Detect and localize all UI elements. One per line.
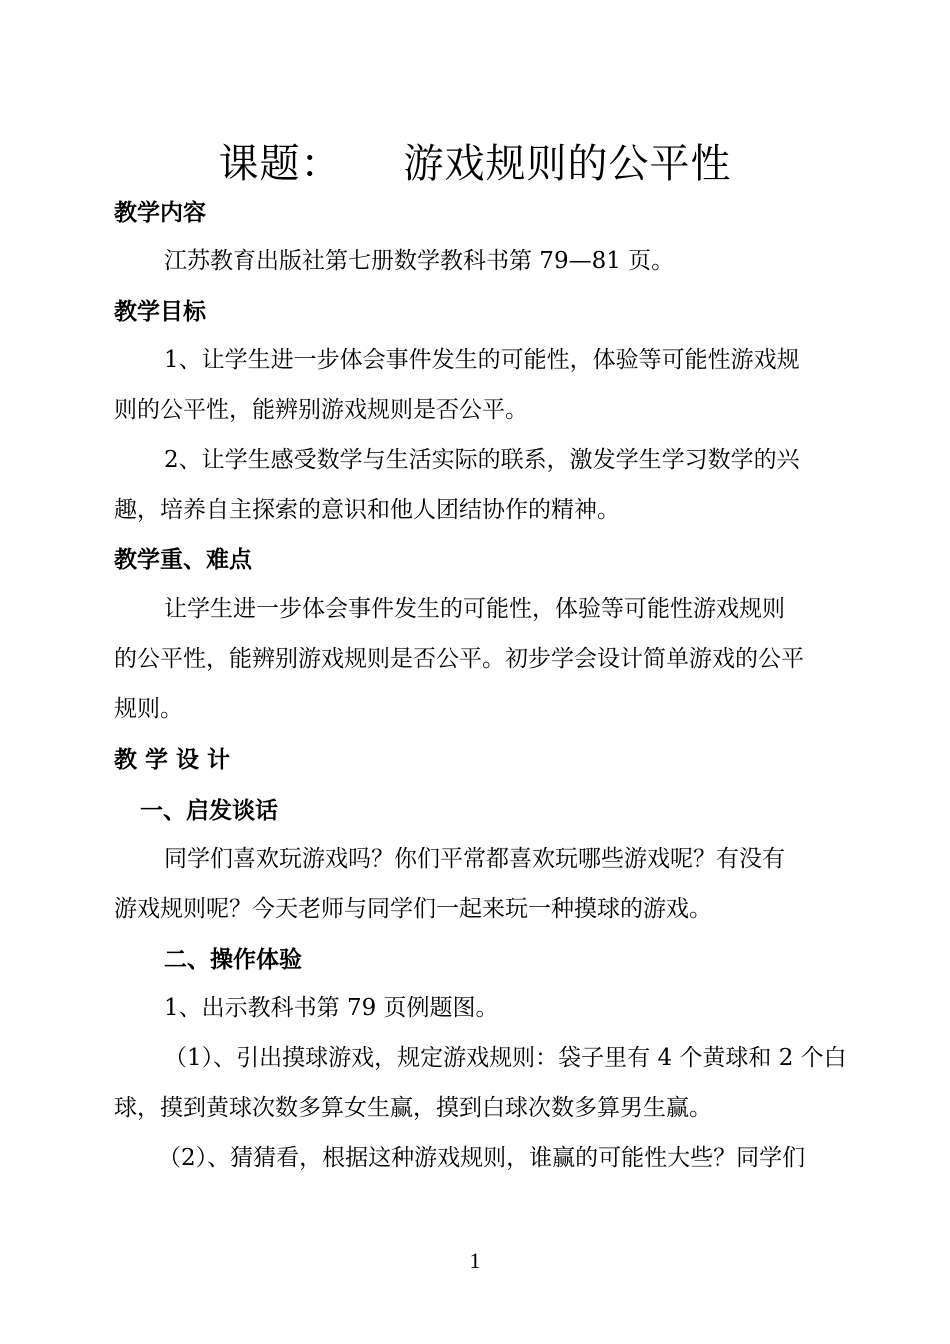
paragraph-part-2-sub-2 [114,1133,860,1183]
text-line: 让学生进一步体会事件发生的可能性，体验等可能性游戏规则 [164,596,785,622]
text-line: 球，摸到黄球次数多算女生赢，摸到白球次数多算男生赢。 [114,1095,712,1121]
page-number: 1 [469,1248,481,1273]
paragraph-part-2-item-1 [114,983,860,1033]
text-line: 2、让学生感受数学与生活实际的联系，激发学生学习数学的兴 [164,447,800,473]
title-text: 游戏规则的公平性 [403,141,732,187]
text-line: 的公平性，能辨别游戏规则是否公平。初步学会设计简单游戏的公平 [114,646,804,672]
heading-part-1: 一、启发谈话 [140,798,278,824]
paragraph-part-1 [114,834,860,934]
paragraph-teaching-content [114,236,860,286]
text-line: 规则。 [114,696,183,722]
text-line: 游戏规则呢？今天老师与同学们一起来玩一种摸球的游戏。 [114,896,712,922]
title-prefix: 课题： [218,141,342,187]
text-line: 江苏教育出版社第七册数学教科书第 79—81 页。 [164,248,675,274]
heading-part-2: 二、操作体验 [164,947,302,973]
heading-teaching-goals: 教学目标 [114,299,206,325]
text-line: 同学们喜欢玩游戏吗？你们平常都喜欢玩哪些游戏呢？有没有 [164,846,785,872]
lesson-title [0,140,950,188]
heading-key-points: 教学重、难点 [114,547,252,573]
text-line: 则的公平性，能辨别游戏规则是否公平。 [114,397,528,423]
paragraph-key-points [114,584,860,734]
heading-teaching-design: 教 学 设 计 [114,747,231,773]
text-line: 1、让学生进一步体会事件发生的可能性，体验等可能性游戏规 [164,347,800,373]
paragraph-part-2-sub-1 [114,1033,860,1133]
text-line: （2）、猜猜看，根据这种游戏规则，谁赢的可能性大些？同学们 [158,1145,806,1171]
paragraph-goal-1 [114,335,860,435]
text-line: 1、出示教科书第 79 页例题图。 [164,995,499,1021]
text-line: （1）、引出摸球游戏，规定游戏规则：袋子里有 4 个黄球和 2 个白 [164,1045,847,1071]
text-line: 趣，培养自主探索的意识和他人团结协作的精神。 [114,497,620,523]
heading-teaching-content: 教学内容 [114,200,206,226]
paragraph-goal-2 [114,435,860,535]
